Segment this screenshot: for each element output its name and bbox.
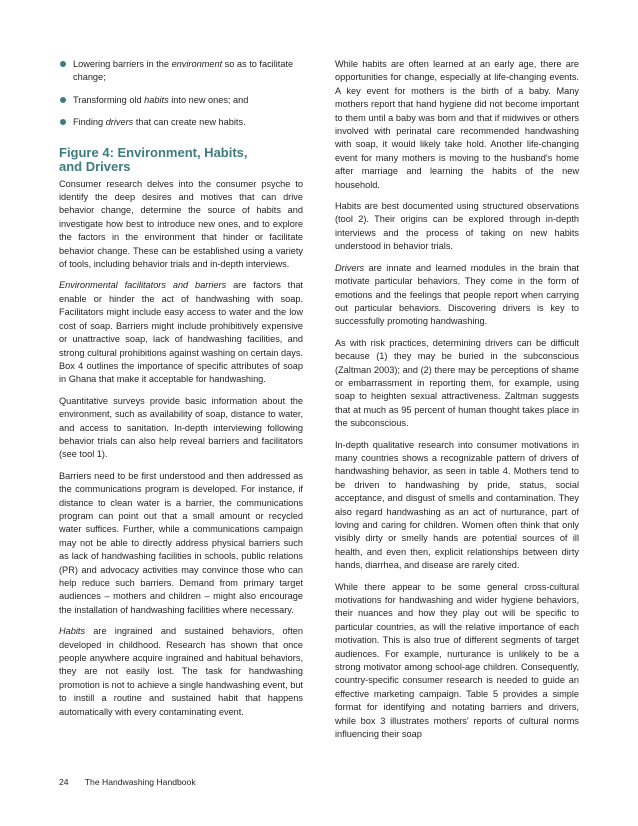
paragraph: While habits are often learned at an early age, there are opportunities for change, especially at life-changing events. A key event for mothers is the birth of a baby. Many mothers report that hand hygiene did not become important to them until a baby was born and that if midwives or others involved with perinatal care recommended handwashing with soap, it would likely take hold. Another life-changing event for many mothers is moving to the husband's home after marriage and learning the habits of the new household. xyxy=(335,59,579,190)
keyword: Drivers xyxy=(335,262,365,273)
figure-title: Figure 4: Environment, Habits, and Drivers xyxy=(59,144,248,174)
book-title: The Handwashing Handbook xyxy=(84,777,196,787)
keyword: environment xyxy=(171,59,223,69)
right-column xyxy=(335,58,579,750)
paragraph: Barriers need to be first understood and then addressed as the communications program is developed. For instance, if distance to clean water is a barrier, the communications program can point out that a small amount or recycled water suffices. Further, while a communications campaign may not be able to directly address physical barriers such as lack of handwashing facilities in schools, public relations (PR) and advocacy activities may convince those who can help reduce such barriers. Demand from primary target audiences – mothers and children – might also encourage the installation of handwashing facilities where necessary. xyxy=(59,470,303,615)
paragraph: Habits are best documented using structured observations (tool 2). Their origins can be explored through in-depth interviews and the process of taking on new habits understood in behavior trials. xyxy=(335,201,579,252)
page-number: 24 xyxy=(59,777,69,787)
bullet-list xyxy=(59,58,303,130)
keyword: Environmental facilitators and barriers xyxy=(59,280,227,291)
keyword: drivers xyxy=(105,117,134,128)
page-footer xyxy=(59,777,196,787)
paragraph: Drivers are innate and learned modules in the brain that motivate particular behaviors. They come in the form of emotions and the feelings that people report when carrying out particular behaviors. Discovering drivers is key to successfully promoting handwashing. xyxy=(335,262,579,327)
bullet-dot-icon xyxy=(60,119,66,125)
paragraph: Habits are ingrained and sustained behaviors, often developed in childhood. Research has shown that once people anywhere acquire ingrained and habitual behaviors, they are not easily lost. The task for handwashing promotion is not to achieve a single handwashing event, but to instill a routine and sustained habit that happens automatically with every contaminating event. xyxy=(59,626,303,717)
keyword: Habits xyxy=(59,626,86,637)
paragraph: Quantitative surveys provide basic information about the environment, such as availability of soap, distance to water, and access to sanitation. In-depth interviewing following behavior trials can also help reveal barriers and facilitators (see tool 1). xyxy=(59,395,303,460)
bullet-item-drivers: Finding drivers that can create new habits. xyxy=(59,116,303,129)
paragraph: As with risk practices, determining drivers can be difficult because (1) they may be buried in the subconscious (Zaltman 2003); and (2) there may be perceptions of shame or embarrassment in reporting them, for example, using soap to heighten sexual attractiveness. Zaltman suggests that at much as 95 percent of human thought takes place in the subconscious. xyxy=(335,337,579,429)
paragraph: Consumer research delves into the consumer psyche to identify the deep desires and motives that can drive behavior change, determine the source of habits and investigate how best to introduce new ones, and to explore the factors in the environment that hinder or facilitate behavior change. These can be established using a variety of tools, including behavior trials and in-depth interviews. xyxy=(59,178,303,270)
paragraph: While there appear to be some general cross-cultural motivations for handwashing and wider hygiene behaviors, their nuances and how they play out will be specific to particular countries, as will the relative importance of each motivation. This is also true of different segments of target audiences. For example, nurturance is unlikely to be a strong motivator among school-age children. Consequently, country-specific consumer research is needed to guide an effective marketing campaign. Table 5 provides a simple format for identifying and notating barriers and drivers, while box 3 illustrates mothers' reports of cultural norms influencing their soap xyxy=(335,581,579,740)
bullet-item-environment: Lowering barriers in the environment so as to facilitate change; xyxy=(59,58,303,85)
keyword: habits xyxy=(144,94,169,105)
bullet-dot-icon xyxy=(60,61,66,67)
bullet-item-habits: Transforming old habits into new ones; and xyxy=(59,94,303,107)
bullet-dot-icon xyxy=(60,97,66,103)
paragraph: In-depth qualitative research into consumer motivations in many countries shows a recognizable pattern of drivers of handwashing behavior, as seen in table 4. Mothers tend to be driven to handwashing by pride, status, social acceptance, and disgust of smells and contamination. They also regard handwashing as an act of nurturance, part of loving and caring for children. Women often think that only visibly dirty or smelly hands are potential sources of ill health, and even then, explicit relationships between dirty hands, diarrhea, and disease are rarely cited. xyxy=(335,439,579,571)
paragraph: Environmental facilitators and barriers are factors that enable or hinder the act of handwashing with soap. Facilitators might include easy access to water and the low cost of soap. Barriers might include prohibitively expensive or unattractive soap, lack of handwashing facilities, and strong cultural prohibitions against washing on certain days. Box 4 outlines the importance of specific attributes of soap in Ghana that make it acceptable for handwashing. xyxy=(59,280,303,385)
left-column xyxy=(59,58,303,727)
